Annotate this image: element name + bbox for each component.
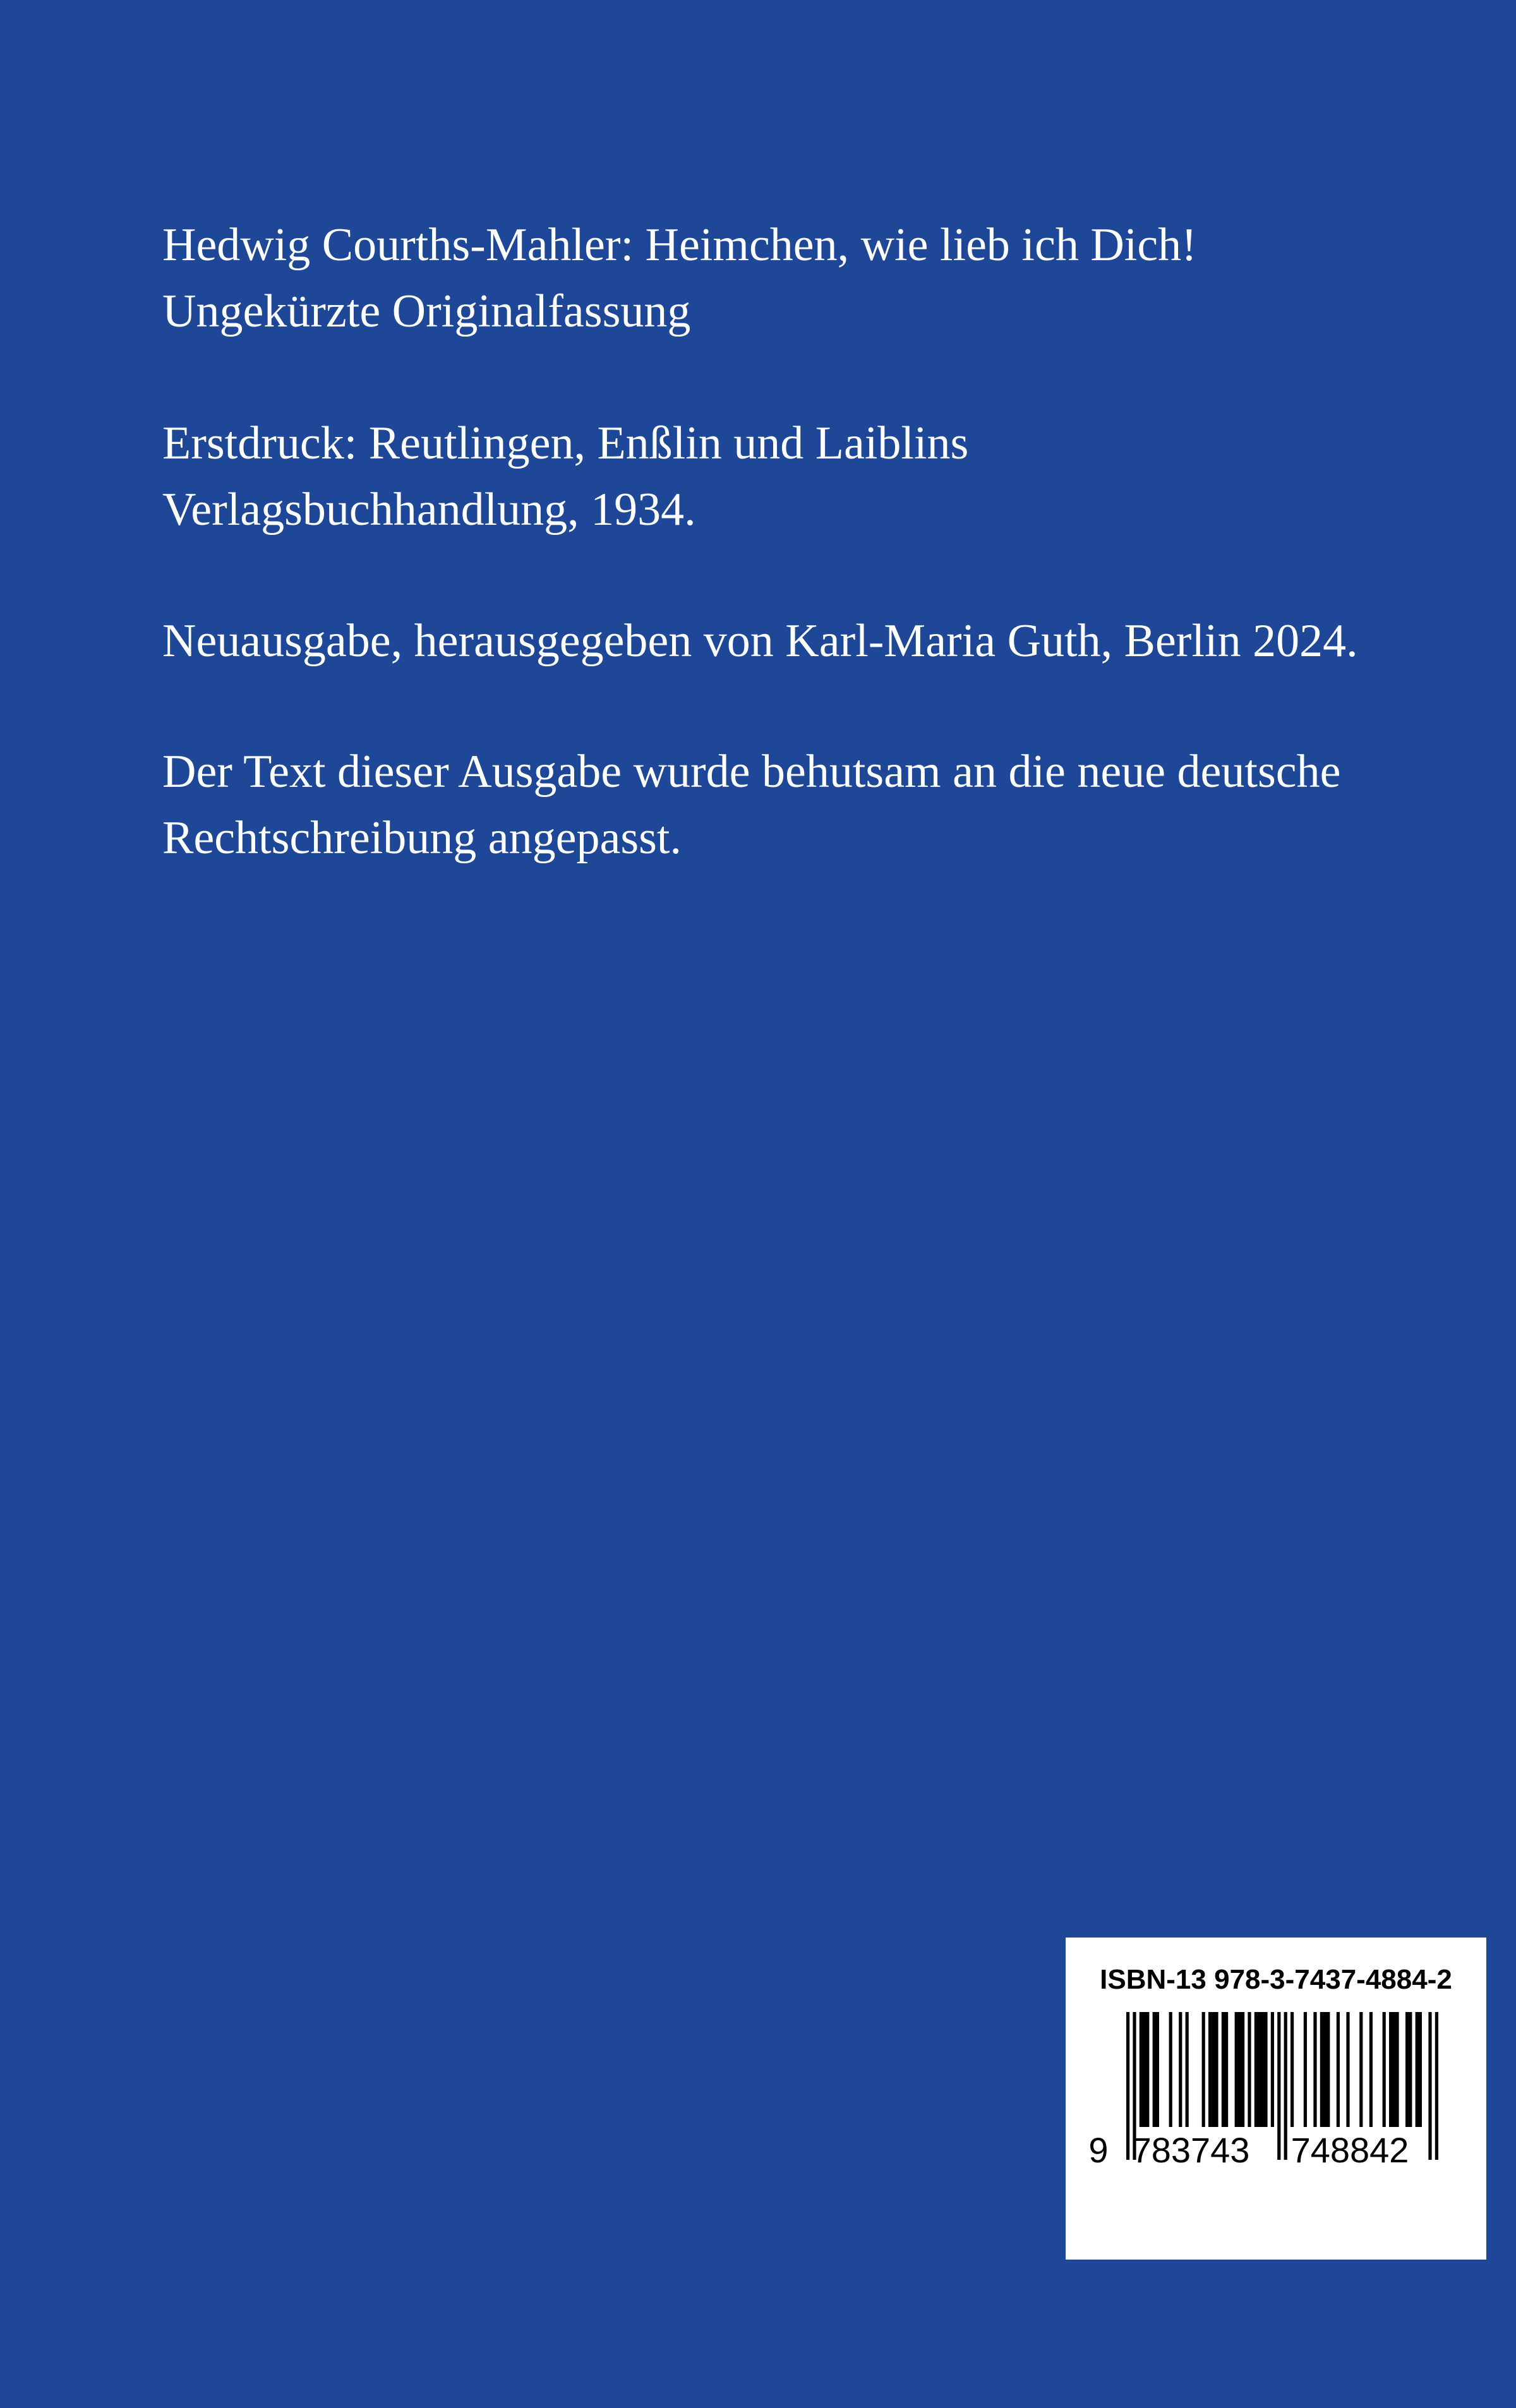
isbn-label: ISBN-13 978-3-7437-4884-2 — [1100, 1964, 1452, 1995]
barcode-bar — [1389, 2012, 1399, 2127]
barcode-bar — [1369, 2012, 1373, 2127]
title-block — [162, 212, 1489, 345]
barcode-bar — [1248, 2012, 1251, 2127]
barcode-bar — [1284, 2012, 1287, 2160]
first-print-line-2: Verlagsbuchhandlung, 1934. — [162, 484, 696, 536]
first-print-line-1: Erstdruck: Reutlingen, Enßlin und Laiblins — [162, 417, 969, 469]
barcode-digits — [1088, 2130, 1409, 2170]
barcode-bar — [1254, 2012, 1268, 2127]
barcode-bar — [1202, 2012, 1205, 2127]
barcode — [1066, 1938, 1486, 2260]
barcode-bar — [1304, 2012, 1307, 2127]
barcode-bar — [1153, 2012, 1159, 2127]
first-print-block — [162, 410, 1489, 543]
barcode-bar — [1277, 2012, 1280, 2160]
barcode-bar — [1383, 2012, 1386, 2127]
barcode-first-digit: 9 — [1088, 2130, 1109, 2170]
barcode-bar — [1140, 2012, 1150, 2127]
barcode-left-group: 783743 — [1131, 2130, 1250, 2170]
isbn-barcode-box — [1066, 1938, 1486, 2260]
barcode-bar — [1416, 2012, 1422, 2127]
barcode-bar — [1435, 2012, 1438, 2160]
new-edition-block — [162, 608, 1489, 674]
barcode-bar — [1346, 2012, 1349, 2127]
barcode-bar — [1313, 2012, 1316, 2127]
spelling-note-line-2: Rechtschreibung angepasst. — [162, 812, 682, 864]
barcode-bar — [1222, 2012, 1228, 2127]
barcode-bar — [1186, 2012, 1189, 2127]
barcode-bar — [1179, 2012, 1182, 2127]
barcode-bar — [1428, 2012, 1431, 2160]
spelling-note-block — [162, 739, 1489, 872]
barcode-right-group: 748842 — [1290, 2130, 1409, 2170]
barcode-bar — [1235, 2012, 1245, 2127]
barcode-bar — [1290, 2012, 1294, 2127]
barcode-bar — [1271, 2012, 1274, 2127]
title-line: Hedwig Courths-Mahler: Heimchen, wie lieb ich Dich! — [162, 219, 1197, 271]
barcode-bar — [1405, 2012, 1412, 2127]
barcode-bar — [1337, 2012, 1340, 2127]
spelling-note-line-1: Der Text dieser Ausgabe wurde behutsam an die neue deutsche — [162, 746, 1341, 798]
barcode-bar — [1208, 2012, 1218, 2127]
barcode-bar — [1169, 2012, 1172, 2127]
subtitle-line: Ungekürzte Originalfassung — [162, 285, 691, 337]
barcode-bar — [1359, 2012, 1363, 2127]
barcode-bar — [1320, 2012, 1330, 2127]
new-edition-line: Neuausgabe, herausgegeben von Karl-Maria Guth, Berlin 2024. — [162, 615, 1358, 667]
barcode-bar — [1126, 2012, 1129, 2160]
